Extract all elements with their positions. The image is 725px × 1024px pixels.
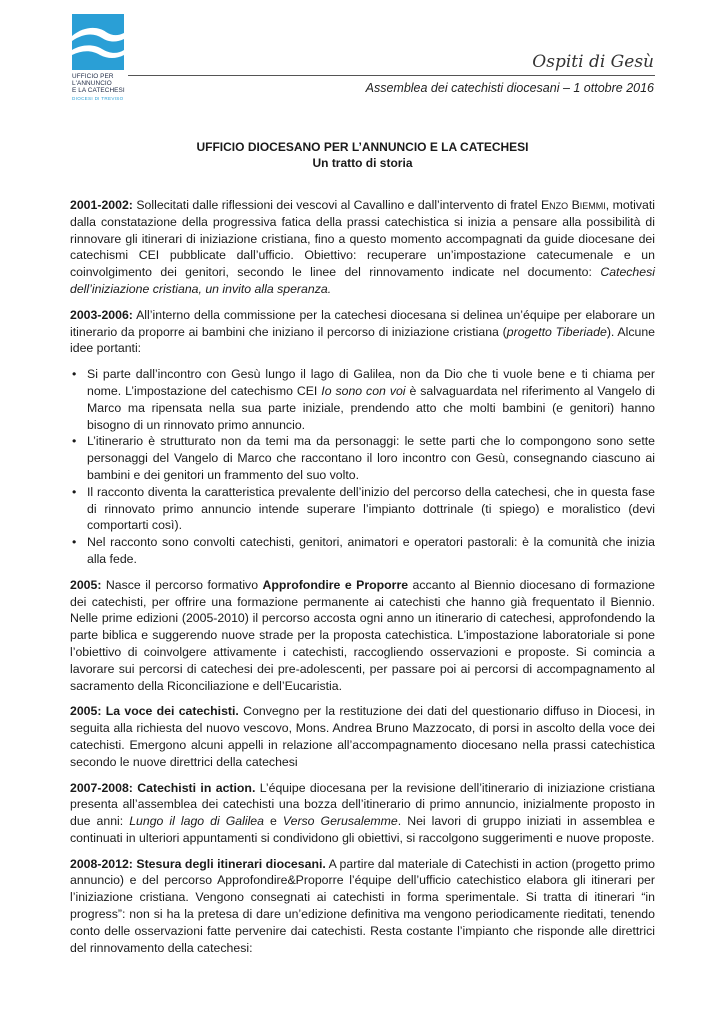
- header-divider: [128, 75, 655, 76]
- course-name: Approfondire e Proporre: [262, 577, 409, 592]
- list-item: • Nel racconto sono convolti catechisti, genitori, animatori e operatori pastorali: è la comunità che inizia alla fede.: [70, 534, 655, 568]
- year-label: 2001-2002:: [70, 198, 133, 212]
- section-heading: 2007-2008: Catechisti in action.: [70, 780, 256, 795]
- logo-line-3: E LA CATECHESI: [72, 87, 125, 95]
- diocese-logo: [72, 14, 132, 101]
- paragraph-2008-2012: [70, 856, 655, 957]
- project-name: progetto Tiberiade: [506, 324, 607, 339]
- paragraph-text: accanto al Biennio diocesano di formazione dei catechisti, per offrire una formazione permanente ai catechisti che hanno già frequentato il Biennio. Nelle prime edizioni (2005-2010) il percorso accosta ogni anno un itinerario di catechesi, approfondendo la parte biblica e suggerendo nuove strade per la proposta catechistica. L’impostazione laboratoriale si pone l’obiettivo di coinvolgere attivamente i catechisti, raccogliendo osservazioni e proposte. Si comincia a lavorare sui percorsi di catechesi dei pre-adolescenti, per passare poi ai percorsi di accompagnamento al sacramento della Riconciliazione e dell’Eucaristia.: [70, 577, 655, 693]
- year-label: 2005:: [70, 577, 102, 592]
- key-ideas-list: [70, 366, 655, 568]
- paragraph-text: All’interno della commissione per la catechesi diocesana si delinea un’équipe per elaborare un itinerario da proporre ai bambini che iniziano il percorso di iniziazione cristiana (: [70, 307, 655, 339]
- section-heading: 2008-2012: Stesura degli itinerari diocesani.: [70, 856, 326, 871]
- paragraph-2003-2006: [70, 307, 655, 357]
- logo-text: [72, 73, 132, 95]
- wave-logo-icon: [72, 14, 124, 70]
- itinerary-title: Lungo il lago di Galilea: [129, 814, 264, 829]
- list-item: [70, 366, 655, 433]
- document-reference: Catechesi dell’iniziazione cristiana, un invito alla speranza.: [70, 265, 655, 296]
- list-item-text: Si parte dall’incontro con Gesù lungo il lago di Galilea, non da Dio che ti vuole bene e ti chiama per nome. L’impostazione del catechismo CEI: [87, 367, 655, 398]
- header-subtitle: Assemblea dei catechisti diocesani – 1 ottobre 2016: [365, 81, 654, 95]
- list-item-text: è salvaguardata nel riferimento al Vangelo di Marco ma ripensata nella sua parte iniziale, prendendo atto che molti bambini (e genitori) hanno bisogno di un rinnovato primo annuncio.: [87, 383, 655, 432]
- paragraph-2007-2008: [70, 780, 655, 847]
- paragraph-text: Convegno per la restituzione dei dati del questionario diffuso in Diocesi, in seguita alla richiesta del nuovo vescovo, Mons. Andrea Bruno Mazzocato, di porsi in ascolto della voce dei catechisti. Emergono alcuni appelli in relazione all’accompagnamento diocesano nella prassi catechistica secondo le nuove direttrici della catechesi: [70, 704, 655, 769]
- logo-subtitle: DIOCESI DI TREVISO: [72, 95, 124, 101]
- paragraph-text: e: [264, 814, 283, 829]
- paragraph-text: Nasce il percorso formativo: [101, 577, 263, 592]
- logo-line-2: L'ANNUNCIO: [72, 80, 112, 88]
- paragraph-text: , motivati dalla constatazione della progressiva fatica della prassi catechistica si inizia a pensare alla possibilità di rinnovare gli itinerari di iniziazione cristiana, fino a questo momento accompagnati da guide diocesane dei catechismi CEI pubblicate dall’ufficio. Obiettivo: recuperare un’impostazione catecumenale e un coinvolgimento dei genitori, secondo le linee del rinnovamento indicate nel documento:: [70, 198, 655, 280]
- catechism-title: Io sono con voi: [321, 383, 406, 398]
- document-title-block: [0, 139, 725, 171]
- header-title: Ospiti di Gesù: [532, 52, 654, 72]
- paragraph-text: A partire dal materiale di Catechisti in action (progetto primo annuncio) e del percorso Approfondire&Proporre l’équipe dell’ufficio catechistico elabora gli itinerari per l’iniziazione cristiana. Vengono consegnati ai catechisti in forma sperimentale. Si tratta di itinerari “in progress”: non si ha la pretesa di dare un’edizione definitiva ma vengono periodicamente rieditati, tenendo conto delle osservazioni fatte pervenire dai catechisti. Resta costante l’impianto che risponde alle direttrici del rinnovamento della catechesi:: [70, 856, 655, 955]
- document-title: UFFICIO DIOCESANO PER L’ANNUNCIO E LA CATECHESI: [196, 140, 529, 154]
- paragraph-2005-voce: [70, 703, 655, 770]
- list-item: • L’itinerario è strutturato non da temi ma da personaggi: le sette parti che lo compongono sono sette personaggi del Vangelo di Marco che raccontano il loro incontro con Gesù, consegnando ciascuno ai bambini e dei genitori un frammento del suo volto.: [70, 433, 655, 483]
- logo-line-1: UFFICIO PER: [72, 73, 114, 80]
- paragraph-2005-approfondire: [70, 577, 655, 695]
- paragraph-text: L’équipe diocesana per la revisione dell’itinerario di iniziazione cristiana presenta all’assemblea dei catechisti una bozza dell’itinerario di primo annuncio, inizialmente proposto in due anni:: [70, 780, 655, 829]
- year-label: 2003-2006:: [70, 307, 133, 322]
- document-subtitle: Un tratto di storia: [312, 156, 413, 170]
- paragraph-2001-2002: [70, 197, 655, 298]
- list-item: • Il racconto diventa la caratteristica prevalente dell’inizio del percorso della catechesi, che in questa fase di rinnovato primo annuncio intende superare l’impianto dottrinale (ti spiego) e moralistico (devi comportarti così).: [70, 484, 655, 534]
- paragraph-text: ). Alcune idee portanti:: [70, 324, 656, 356]
- author-name: Enzo Biemmi: [540, 198, 606, 212]
- itinerary-title: Verso Gerusalemme: [282, 814, 398, 829]
- paragraph-text: . Nei lavori di gruppo iniziati in assemblea e continuati in ulteriori appuntamenti si condividono gli obiettivi, si raccolgono suggerimenti e nuove proposte.: [70, 814, 655, 845]
- paragraph-text: Sollecitati dalle riflessioni dei vescovi al Cavallino e dall’intervento di fratel: [132, 198, 541, 212]
- section-heading: 2005: La voce dei catechisti.: [70, 704, 239, 719]
- document-body: [70, 197, 655, 965]
